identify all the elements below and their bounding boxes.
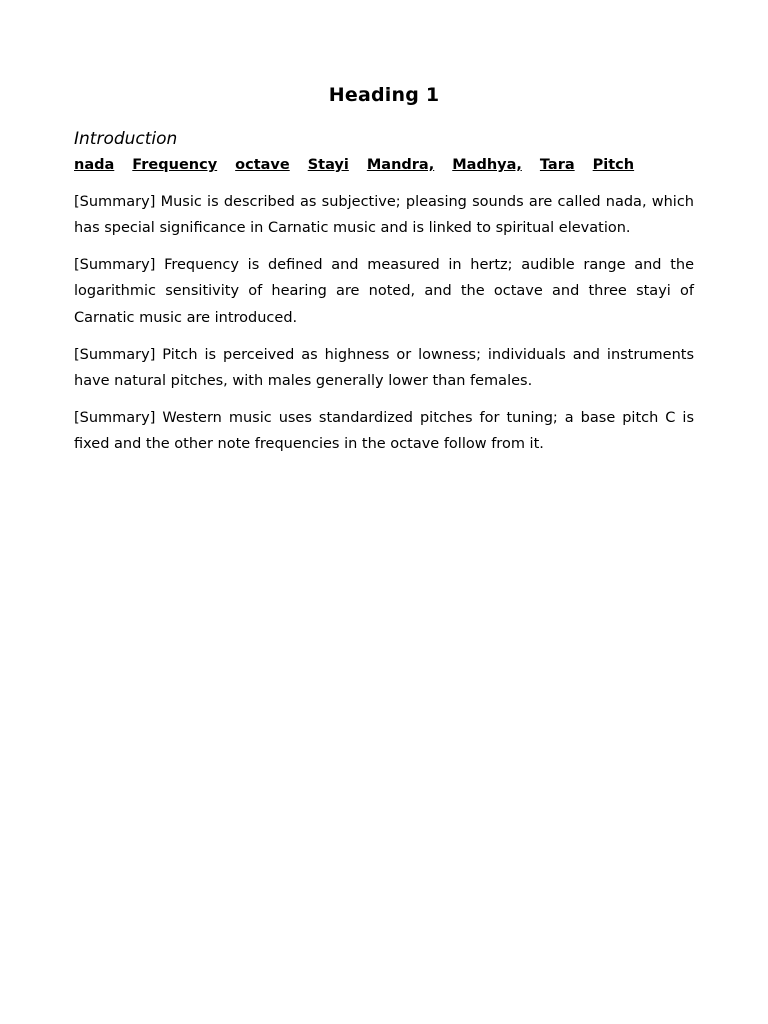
key-term: Frequency: [132, 157, 218, 173]
section-title: Introduction: [74, 129, 178, 149]
paragraph: [Summary] Pitch is perceived as highness or lowness; individuals and instruments have natural pitches, with males generally lower than females.: [74, 346, 694, 390]
key-term: nada: [74, 157, 115, 173]
paragraph: [Summary] Music is described as subjective; pleasing sounds are called nada, which has special significance in Carnatic music and is linked to spiritual elevation.: [74, 193, 694, 237]
key-term: Tara: [539, 157, 575, 173]
paragraph: [Summary] Western music uses standardized pitches for tuning; a base pitch C is fixed and the other note frequencies in the octave follow from it.: [74, 409, 694, 453]
key-term: Pitch: [592, 157, 635, 173]
key-term: octave: [235, 157, 290, 173]
page-heading: Heading 1: [328, 84, 440, 106]
key-term: Madhya,: [452, 157, 522, 173]
key-term: Stayi: [307, 157, 349, 173]
paragraph: [Summary] Frequency is defined and measured in hertz; audible range and the logarithmic sensitivity of hearing are noted, and the octave and three stayi of Carnatic music are introduced.: [74, 256, 694, 326]
key-terms-list: [74, 152, 694, 179]
key-term: Mandra,: [366, 157, 435, 173]
